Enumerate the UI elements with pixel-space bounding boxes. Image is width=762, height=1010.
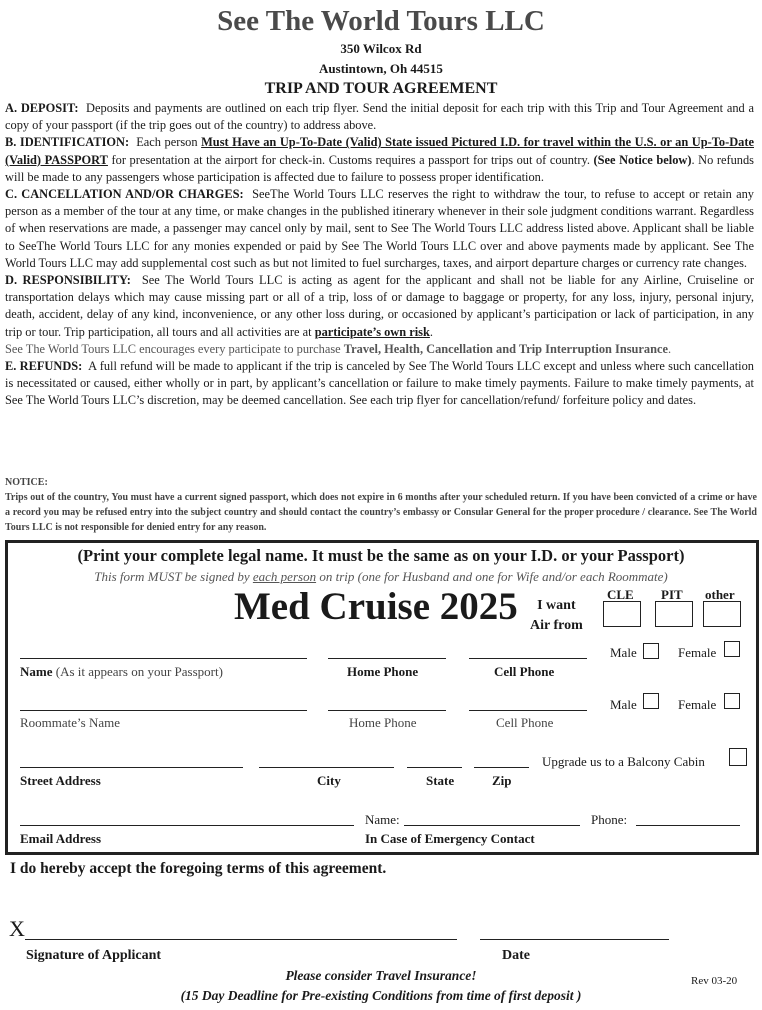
cell-phone-field[interactable] — [469, 658, 587, 659]
form-instruction: (Print your complete legal name. It must be the same as on your I.D. or your Passport) — [77, 546, 685, 565]
roommate-female-checkbox[interactable] — [724, 693, 740, 709]
date-field[interactable] — [480, 939, 669, 940]
signature-field[interactable] — [25, 939, 457, 940]
state-field[interactable] — [407, 767, 462, 768]
male-label: Male — [610, 645, 637, 660]
air-pit-checkbox[interactable] — [655, 601, 693, 627]
signature-x-mark: X — [9, 916, 25, 941]
home-phone-label: Home Phone — [347, 664, 419, 679]
name-field[interactable] — [20, 658, 307, 659]
city-label: City — [317, 773, 341, 788]
zip-label: Zip — [492, 773, 512, 788]
roommate-female-label: Female — [678, 697, 717, 712]
roommate-male-label: Male — [610, 697, 637, 712]
signature-label: Signature of Applicant — [26, 948, 162, 963]
notice-text: Trips out of the country, You must have a current signed passport, which does not expire in 6 months after your scheduled return. If you have been convicted of a crime or have a record you may be refused entry into the subject country and should contact the country’s embassy or Consular General for the proper procedure / clearance. See The World Tours LLC is not responsible for denied entry for any reason. — [5, 492, 757, 533]
travel-insurance-note: Please consider Travel Insurance! (15 Day Deadline for Pre-existing Conditions from time of first deposit ) — [180, 968, 582, 1003]
roommate-name-label: Roommate’s Name — [20, 715, 121, 730]
air-other-checkbox[interactable] — [703, 601, 741, 627]
street-address: 350 Wilcox Rd — [340, 41, 422, 56]
date-label: Date — [502, 948, 530, 963]
notice-heading: NOTICE: — [5, 477, 48, 488]
roommate-cell-phone-field[interactable] — [469, 710, 587, 711]
term-responsibility: D. RESPONSIBILITY: See The World Tours LLC is acting as agent for the applicant and shall not be liable for any Airline, Cruiseline or transportation delays which may cause missing part or all of a trip, loss of or damage to baggage or property, for any loss, injury, personal injury, death, accident, delay of any kind, inconvenience, or any other loss during, or occasioned by applicant’s participation or lack of participation, in any trip or tour. Trip participation, all tours and all activities are at participate’s own risk. — [5, 273, 754, 339]
revision-label: Rev 03-20 — [691, 975, 738, 987]
city-field[interactable] — [259, 767, 394, 768]
terms-body — [5, 100, 754, 410]
notice — [5, 475, 757, 535]
email-label: Email Address — [20, 831, 102, 846]
zip-field[interactable] — [474, 767, 529, 768]
upgrade-checkbox[interactable] — [729, 748, 747, 766]
home-phone-field[interactable] — [328, 658, 446, 659]
city-address: Austintown, Oh 44515 — [319, 61, 443, 76]
company-title: See The World Tours LLC — [217, 5, 545, 37]
agreement-title: TRIP AND TOUR AGREEMENT — [264, 80, 498, 97]
street-label: Street Address — [20, 773, 101, 788]
air-from-label: I want Air from — [530, 598, 583, 633]
insurance-note: See The World Tours LLC encourages every participate to purchase Travel, Health, Cancellation and Trip Interruption Insurance. — [5, 341, 672, 356]
male-checkbox[interactable] — [643, 643, 659, 659]
air-cle-checkbox[interactable] — [603, 601, 641, 627]
term-identification: B. IDENTIFICATION: Each person Must Have an Up-To-Date (Valid) State issued Pictured I.D. for travel within the U.S. or an Up-To-Date (Valid) PASSPORT for presentation at the airport for check-in. Customs requires a passport for trips out of country. (See Notice below). No refunds will be made to any passengers whose participation is affected due to failure to possess proper identification. — [5, 135, 754, 184]
air-option-cle-label: CLE — [607, 587, 634, 602]
upgrade-label: Upgrade us to a Balcony Cabin — [542, 754, 705, 769]
cell-phone-label: Cell Phone — [494, 664, 555, 679]
roommate-home-phone-label: Home Phone — [349, 715, 417, 730]
emergency-phone-label: Phone: — [591, 812, 628, 827]
air-option-other-label: other — [705, 587, 735, 602]
female-checkbox[interactable] — [724, 641, 740, 657]
female-label: Female — [678, 645, 717, 660]
emergency-phone-field[interactable] — [636, 825, 740, 826]
term-cancellation: C. CANCELLATION AND/OR CHARGES: SeeThe World Tours LLC reserves the right to withdraw the tour, to refuse to accept or retain any person as a member of the tour at any time, or make changes in the published itinerary whenever in their sole judgment conditions warrant. Regardless of when reservations are made, a passenger may cancel only by mail, sent to See The World Tours LLC address listed above. Applicant shall be liable to SeeThe World Tours LLC for any monies expended or paid by See The World Tours LLC over and above payments made by applicant. See The World Tours LLC may add supplemental cost such as but not limited to fuel surcharges, taxes, and airport departure charges or currency rate changes. — [5, 187, 754, 270]
state-label: State — [426, 773, 455, 788]
term-refunds: E. REFUNDS: A full refund will be made to applicant if the trip is canceled by See The World Tours LLC except and unless where such cancellation is necessitated or caused, either wholly or in part, by applicant’s cancellation or failure to make timely payments. Failure to make timely payments, at See The World Tours LLC’s discretion, may be deemed cancellation. See each trip flyer for cancellation/refund/ forfeiture policy and dates. — [5, 359, 755, 408]
name-label: Name (As it appears on your Passport) — [20, 664, 223, 679]
roommate-home-phone-field[interactable] — [328, 710, 446, 711]
street-field[interactable] — [20, 767, 243, 768]
acceptance-statement: I do hereby accept the foregoing terms of this agreement. — [10, 860, 387, 877]
emergency-contact-label: In Case of Emergency Contact — [365, 831, 535, 846]
roommate-name-field[interactable] — [20, 710, 307, 711]
roommate-cell-phone-label: Cell Phone — [496, 715, 554, 730]
air-option-pit-label: PIT — [661, 587, 683, 602]
roommate-male-checkbox[interactable] — [643, 693, 659, 709]
emergency-name-label: Name: — [365, 812, 400, 827]
email-field[interactable] — [20, 825, 354, 826]
term-deposit: A. DEPOSIT: Deposits and payments are outlined on each trip flyer. Send the initial deposit for each trip with this Trip and Tour Agreement and a copy of your passport (if the trip goes out of the country) to address above. — [5, 101, 755, 133]
form-subtitle: This form MUST be signed by each person on trip (one for Husband and one for Wife and/or each Roommate) — [94, 569, 668, 584]
emergency-name-field[interactable] — [404, 825, 580, 826]
trip-name: Med Cruise 2025 — [234, 585, 518, 628]
